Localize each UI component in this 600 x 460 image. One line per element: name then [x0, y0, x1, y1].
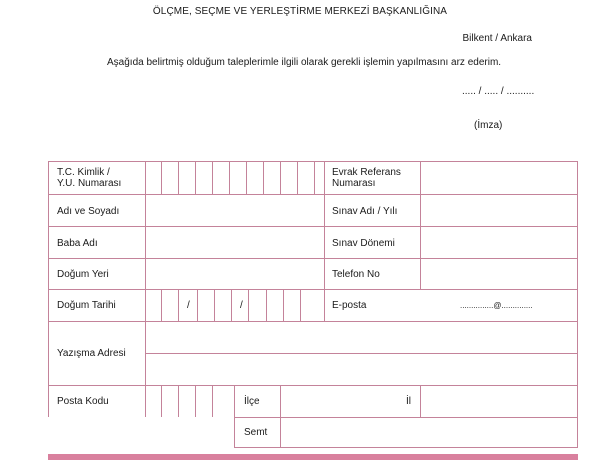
grid-line [577, 161, 578, 448]
sinav-adi-yili-field[interactable] [421, 195, 577, 226]
label-baba-adi: Baba Adı [57, 238, 98, 249]
date-placeholder: ..... / ..... / .......... [462, 86, 535, 97]
eposta-field[interactable] [421, 290, 577, 321]
label-sinav-adi-yili: Sınav Adı / Yılı [332, 206, 398, 217]
telefon-no-field[interactable] [421, 259, 577, 289]
label-posta-kodu: Posta Kodu [57, 396, 109, 407]
label-line: Evrak Referans [332, 167, 401, 178]
ilce-field[interactable] [281, 386, 401, 417]
label-dogum-tarihi: Doğum Tarihi [57, 300, 116, 311]
baba-adi-field[interactable] [146, 227, 324, 258]
label-line: T.C. Kimlik / [57, 167, 110, 178]
date-box-divider [300, 289, 301, 321]
tc-kimlik-field[interactable] [146, 162, 314, 194]
grid-line [324, 161, 325, 321]
dogum-yeri-field[interactable] [146, 259, 324, 289]
evrak-referans-field[interactable] [421, 162, 577, 194]
label-semt: Semt [244, 427, 268, 438]
label-adi-soyadi: Adı ve Soyadı [57, 206, 120, 217]
grid-line [48, 161, 49, 417]
location-text: Bilkent / Ankara [462, 33, 532, 44]
signature-label: (İmza) [474, 120, 503, 131]
label-line: Numarası [332, 178, 376, 189]
il-field[interactable] [421, 386, 577, 417]
label-dogum-yeri: Doğum Yeri [57, 269, 109, 280]
posta-kodu-field[interactable] [146, 386, 234, 417]
label-eposta: E-posta [332, 300, 367, 311]
dogum-tarihi-field[interactable] [146, 290, 300, 321]
label-telefon-no: Telefon No [332, 269, 380, 280]
bottom-color-band [48, 454, 578, 460]
label-sinav-donemi: Sınav Dönemi [332, 238, 395, 249]
date-separator: / [240, 300, 243, 311]
label-line: Y.U. Numarası [57, 178, 122, 189]
application-form [48, 161, 578, 448]
label-il: İl [406, 396, 411, 407]
digit-box-divider [314, 161, 315, 194]
label-evrak-referans [332, 167, 401, 189]
label-tc-kimlik [57, 167, 121, 189]
grid-line [234, 447, 578, 448]
sinav-donemi-field[interactable] [421, 227, 577, 258]
semt-field[interactable] [281, 418, 577, 447]
adi-soyadi-field[interactable] [146, 195, 324, 226]
yazisma-adresi-field[interactable] [146, 322, 577, 385]
grid-line [234, 385, 235, 448]
eposta-placeholder: ...............@.............. [460, 301, 533, 310]
date-separator: / [187, 300, 190, 311]
label-ilce: İlçe [244, 396, 260, 407]
request-statement: Aşağıda belirtmiş olduğum taleplerimle ilgili olarak gerekli işlemin yapılmasını arz ederim. [107, 57, 502, 68]
addressee-title: ÖLÇME, SEÇME VE YERLEŞTİRME MERKEZİ BAŞKANLIĞINA [152, 6, 448, 17]
label-yazisma-adresi: Yazışma Adresi [57, 348, 126, 359]
